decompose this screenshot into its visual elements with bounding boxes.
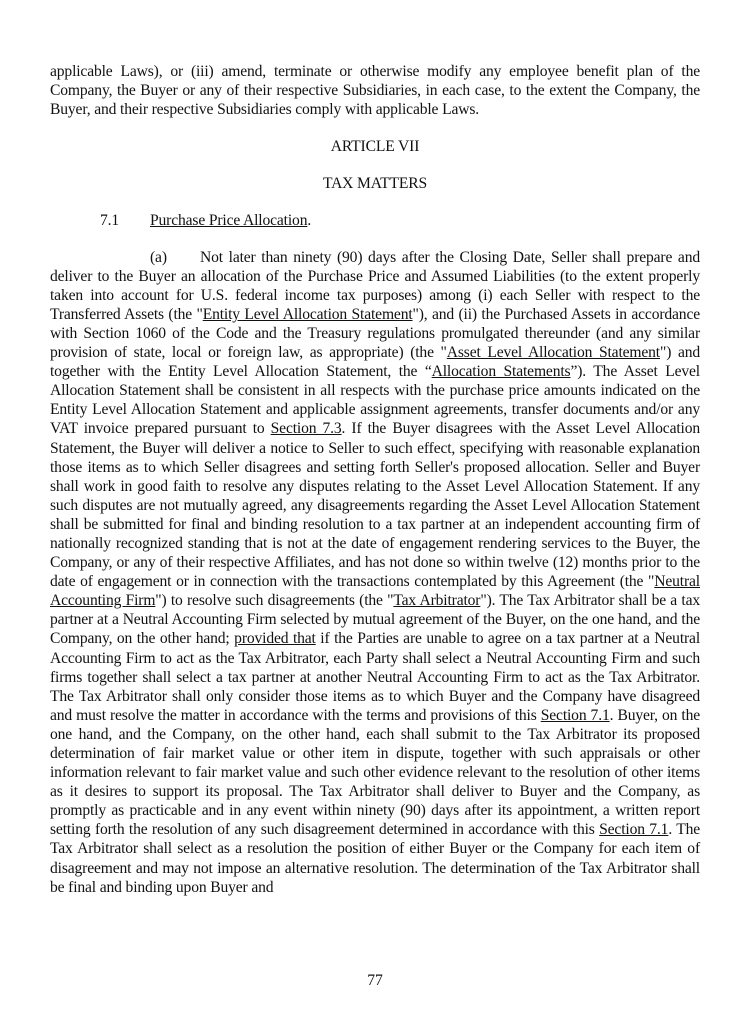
defined-term: Neutral Accounting Firm <box>50 573 700 610</box>
subsection-label: (a) <box>150 248 167 266</box>
page-number: 77 <box>367 972 383 989</box>
document-page <box>50 62 700 897</box>
section-title-suffix: . <box>307 212 312 230</box>
defined-term: Section 7.3 <box>270 420 342 438</box>
article-heading: ARTICLE VII <box>330 138 420 156</box>
body-text: "), and (ii) the Purchased Assets in accordance with Section 1060 of the Code and the Treasury regulations promulgated thereunder (and any similar provision of state, local or foreign law, as appropriate) (the " <box>50 305 700 362</box>
defined-term: provided that <box>234 630 316 648</box>
section-title: Purchase Price Allocation <box>150 212 308 230</box>
defined-term: Tax Arbitrator <box>393 592 481 610</box>
body-text: . If the Buyer disagrees with the Asset Level Allocation Statement, the Buyer will deliver a notice to Seller to such effect, specifying with reasonable explanation those items as to which Seller disagrees and setting forth Seller's proposed allocation. Seller and Buyer shall work in good faith to resolve any disputes relating to the Asset Level Allocation Statement. If any such disputes are not mutually agreed, any disagreements regarding the Asset Level Allocation Statement shall be submitted for final and binding resolution to a tax partner at an independent accounting firm of nationally recognized standing that is not at the date of engagement rendering services to the Buyer, the Company, or any of their respective Affiliates, and has not done so within twelve (12) months prior to the date of engagement or in connection with the transactions contemplated by this Agreement (the " <box>50 420 700 591</box>
section-heading <box>50 211 700 230</box>
body-text: Not later than ninety (90) days after the Closing Date, Seller shall prepare and deliver to the Buyer an allocation of the Purchase Price and Assumed Liabilities (to the extent properly taken into account for U.S. federal income tax purposes) among (i) each Seller with respect to the Transferred Assets (the " <box>50 248 700 323</box>
body-text: ") to resolve such disagreements (the " <box>155 592 394 610</box>
section-number: 7.1 <box>100 212 120 230</box>
defined-term: Allocation Statements <box>431 363 571 381</box>
subsection-body <box>50 249 700 896</box>
defined-term: Entity Level Allocation Statement <box>202 305 413 323</box>
defined-term: Section 7.1 <box>540 706 610 724</box>
body-text: ”). The Asset Level Allocation Statement shall be consistent in all respects with the purchase price amounts indicated on the Entity Level Allocation Statement and applicable assignment agreements, transfer documents and/or any VAT invoice prepared pursuant to <box>50 363 700 438</box>
body-text: "). The Tax Arbitrator shall be a tax partner at a Neutral Accounting Firm selected by mutual agreement of the Buyer, on the one hand, and the Company, on the other hand; <box>50 592 700 648</box>
intro-paragraph: applicable Laws), or (iii) amend, terminate or otherwise modify any employee benefit plan of the Company, the Buyer or any of their respective Subsidiaries, in each case, to the extent the Company, the Buyer, and their respective Subsidiaries comply with applicable Laws. <box>50 63 700 119</box>
defined-term: Asset Level Allocation Statement <box>446 344 660 362</box>
defined-term: Section 7.1 <box>599 821 669 839</box>
body-text: . Buyer, on the one hand, and the Company, on the other hand, each shall submit to the Tax Arbitrator its proposed determination of fair market value or other item in dispute, together with such appraisals or other information relevant to fair market value and such other evidence relevant to the resolution of other items as it desires to support its proposal. The Tax Arbitrator shall deliver to Buyer and the Company, as promptly as practicable and in any event within ninety (90) days after its appointment, a written report setting forth the resolution of any such disagreement determined in accordance with this <box>50 706 700 839</box>
subsection-a <box>50 248 700 897</box>
article-title: TAX MATTERS <box>322 175 428 193</box>
body-text: . The Tax Arbitrator shall select as a resolution the position of either Buyer or the Company for each item of disagreement and may not impose an alternative resolution. The determination of the Tax Arbitrator shall be final and binding upon Buyer and <box>50 821 701 896</box>
body-text: if the Parties are unable to agree on a tax partner at a Neutral Accounting Firm to act as the Tax Arbitrator, each Party shall select a Neutral Accounting Firm and such firms together shall select a tax partner at another Neutral Accounting Firm to act as the Tax Arbitrator. The Tax Arbitrator shall only consider those items as to which Buyer and the Company have disagreed and must resolve the matter in accordance with the terms and provisions of this <box>50 630 700 724</box>
section-title-wrap <box>150 211 311 230</box>
body-text: ") and together with the Entity Level Allocation Statement, the “ <box>50 344 701 381</box>
